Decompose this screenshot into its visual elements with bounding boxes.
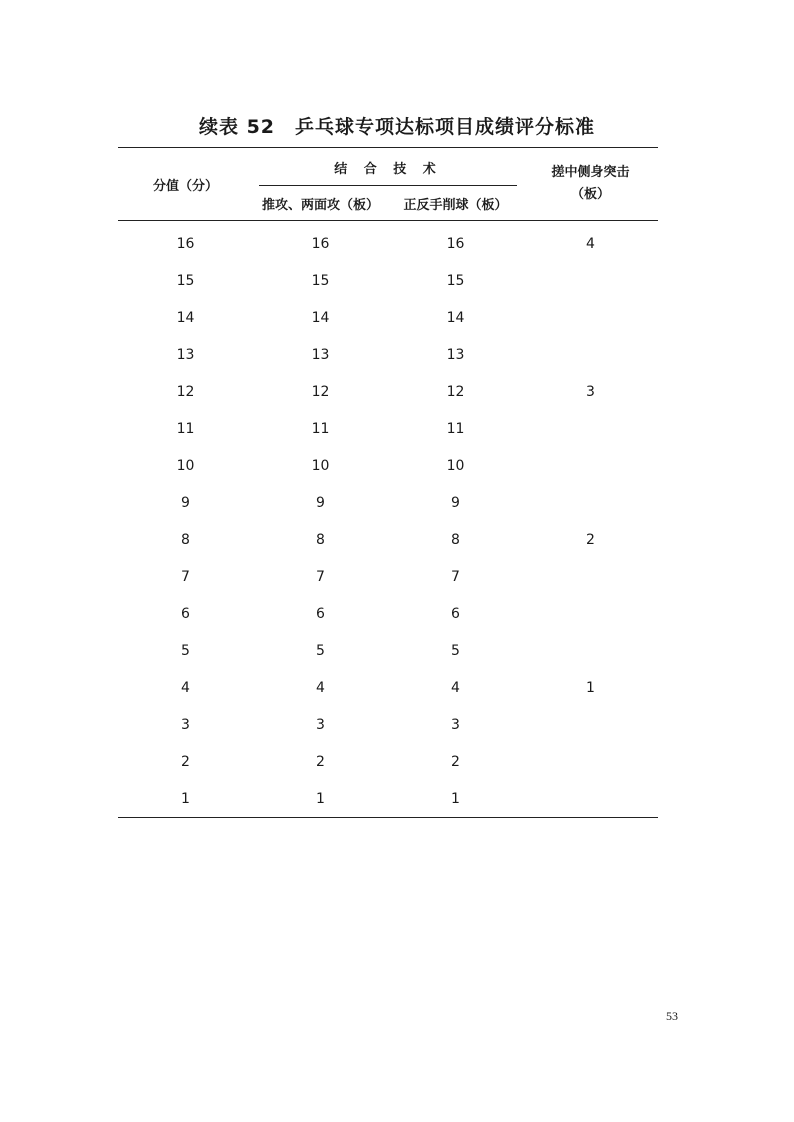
side-attack-header-line1: 搓中侧身突击: [551, 165, 630, 180]
chop-cell: 9: [451, 494, 460, 511]
table-row: [118, 521, 658, 558]
push-attack-cell: 10: [311, 457, 330, 474]
table-row: [118, 447, 658, 484]
score-cell: 16: [176, 235, 195, 252]
chop-cell: 15: [446, 272, 465, 289]
push-attack-cell: 1: [316, 790, 325, 807]
chop-cell: 14: [446, 309, 465, 326]
score-cell: 12: [176, 383, 195, 400]
chop-cell: 5: [451, 642, 460, 659]
side-attack-cell: 4: [586, 235, 595, 252]
side-attack-cell: [523, 484, 658, 521]
score-cell: 3: [181, 716, 190, 733]
chop-cell: 7: [451, 568, 460, 585]
scoring-table: [118, 147, 658, 818]
side-attack-cell: 1: [586, 679, 595, 696]
side-attack-cell: 3: [586, 383, 595, 400]
push-attack-cell: 5: [316, 642, 325, 659]
push-attack-column-header: 推攻、两面攻（板）: [253, 186, 388, 221]
side-attack-cell: [523, 632, 658, 669]
table-row: [118, 558, 658, 595]
chop-cell: 6: [451, 605, 460, 622]
side-attack-cell: [523, 706, 658, 743]
page-number: 53: [666, 1009, 678, 1023]
push-attack-cell: 6: [316, 605, 325, 622]
side-attack-cell: [523, 262, 658, 299]
push-attack-cell: 9: [316, 494, 325, 511]
side-attack-cell: [523, 299, 658, 336]
chop-cell: 11: [446, 420, 465, 437]
score-cell: 2: [181, 753, 190, 770]
side-attack-cell: [523, 743, 658, 780]
side-attack-cell: [523, 336, 658, 373]
chop-cell: 8: [451, 531, 460, 548]
table-row: [118, 484, 658, 521]
score-column-header: 分值（分）: [118, 148, 253, 221]
push-attack-cell: 4: [316, 679, 325, 696]
table-row: [118, 743, 658, 780]
score-cell: 4: [181, 679, 190, 696]
combined-technique-label: 结 合 技 术: [334, 161, 442, 177]
table-row: [118, 595, 658, 632]
side-attack-cell: [523, 780, 658, 818]
side-attack-cell: [523, 447, 658, 484]
side-attack-cell: [523, 595, 658, 632]
table-row: [118, 299, 658, 336]
score-cell: 5: [181, 642, 190, 659]
score-cell: 1: [181, 790, 190, 807]
push-attack-cell: 14: [311, 309, 330, 326]
table-row: [118, 221, 658, 263]
score-cell: 10: [176, 457, 195, 474]
push-attack-cell: 15: [311, 272, 330, 289]
score-cell: 9: [181, 494, 190, 511]
chop-cell: 16: [446, 235, 465, 252]
push-attack-cell: 11: [311, 420, 330, 437]
push-attack-cell: 8: [316, 531, 325, 548]
push-attack-cell: 2: [316, 753, 325, 770]
table-row: [118, 706, 658, 743]
table-row: [118, 410, 658, 447]
score-cell: 8: [181, 531, 190, 548]
side-attack-cell: [523, 410, 658, 447]
chop-cell: 3: [451, 716, 460, 733]
score-cell: 13: [176, 346, 195, 363]
chop-cell: 12: [446, 383, 465, 400]
score-cell: 7: [181, 568, 190, 585]
table-row: [118, 336, 658, 373]
push-attack-cell: 16: [311, 235, 330, 252]
table-row: [118, 373, 658, 410]
side-attack-column-header: [523, 148, 658, 221]
score-cell: 14: [176, 309, 195, 326]
chop-cell: 10: [446, 457, 465, 474]
table-row: [118, 780, 658, 818]
chop-cell: 4: [451, 679, 460, 696]
chop-cell: 13: [446, 346, 465, 363]
table-row: [118, 262, 658, 299]
side-attack-cell: 2: [586, 531, 595, 548]
push-attack-cell: 12: [311, 383, 330, 400]
push-attack-cell: 3: [316, 716, 325, 733]
push-attack-cell: 7: [316, 568, 325, 585]
score-cell: 6: [181, 605, 190, 622]
combined-technique-header: [253, 148, 523, 187]
table-title: 续表 52 乒乓球专项达标项目成绩评分标准: [198, 116, 596, 138]
table-body: [118, 221, 658, 818]
side-attack-header-line2: （板）: [571, 187, 611, 202]
score-cell: 11: [176, 420, 195, 437]
table-row: [118, 669, 658, 706]
chop-column-header: 正反手削球（板）: [388, 186, 523, 221]
chop-cell: 1: [451, 790, 460, 807]
side-attack-cell: [523, 558, 658, 595]
score-cell: 15: [176, 272, 195, 289]
push-attack-cell: 13: [311, 346, 330, 363]
chop-cell: 2: [451, 753, 460, 770]
table-row: [118, 632, 658, 669]
